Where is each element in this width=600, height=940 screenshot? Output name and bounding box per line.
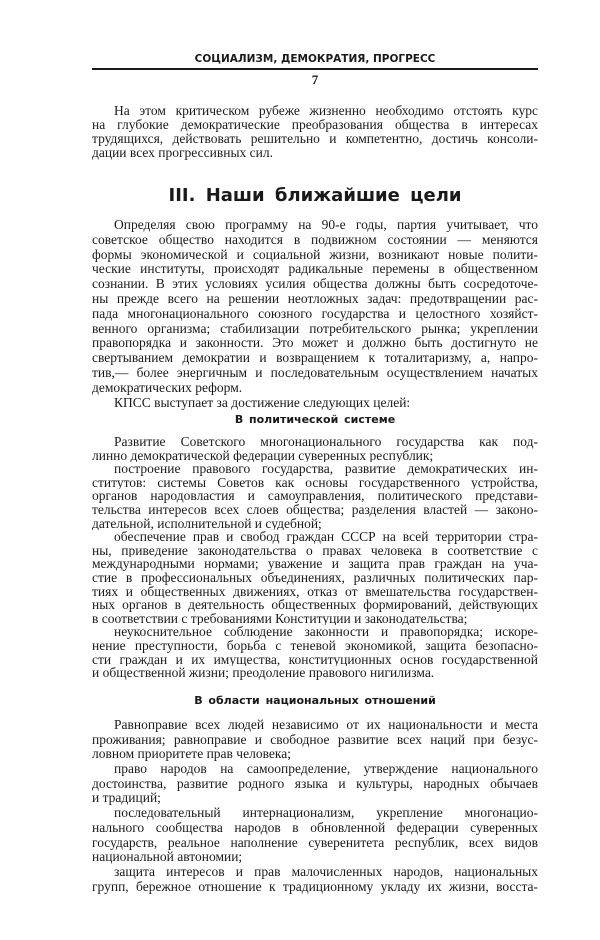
text-line: пада многонационального союзного государства и целостного хозяйст- bbox=[92, 306, 538, 321]
text-line: тив,— более энергичным и последовательным осуществлением начатых bbox=[92, 365, 538, 380]
section-heading-political: В политической системе bbox=[234, 413, 396, 426]
text-line: построение правового государства, развитие демократических ин- bbox=[114, 462, 538, 476]
text-line: национальной автономии; bbox=[92, 850, 243, 865]
text-line: дательной, исполнительной и судебной; bbox=[92, 516, 322, 531]
chapter-title: III. Наши ближайшие цели bbox=[168, 185, 462, 206]
text-line: стие в профессиональных объединениях, различных политических пар- bbox=[92, 570, 538, 585]
intro-text bbox=[92, 104, 538, 160]
text-line: сознании. В этих условиях усилия общества должны быть сосредоточе- bbox=[92, 277, 538, 292]
header-rule bbox=[92, 68, 538, 70]
paragraph bbox=[92, 435, 538, 462]
text-line: формы экономической и социальной жизни, возникают новые полити- bbox=[92, 247, 538, 262]
page-number: 7 bbox=[311, 72, 319, 87]
text-line: групп, бережное отношение к традиционному укладу их жизни, восста- bbox=[92, 879, 538, 894]
text-line: венного организма; стабилизации потребительского рынка; укреплении bbox=[92, 321, 538, 336]
paragraph bbox=[92, 806, 538, 865]
text-line: На этом критическом рубеже жизненно необходимо отстоять курс bbox=[114, 104, 538, 118]
text-line: в соответствии с требованиями Конституции и законодательства; bbox=[92, 611, 468, 626]
text-line: свертыванием демократии и возвращением к тоталитаризму, а, напро- bbox=[92, 351, 538, 366]
text-line: ных органов в деятельность общественных формирований, действующих bbox=[92, 598, 538, 612]
text-line: и традиций; bbox=[92, 791, 161, 806]
text-line: и общественной жизни; преодоление правового нигилизма. bbox=[92, 666, 435, 680]
text-line: неукоснительное соблюдение законности и правопорядка; искоре- bbox=[114, 625, 538, 639]
paragraph bbox=[92, 865, 538, 894]
text-line: Равноправие всех людей независимо от их национальности и места bbox=[114, 718, 538, 732]
text-line: линно демократической федерации суверенных республик; bbox=[92, 448, 434, 463]
paragraph bbox=[92, 718, 538, 762]
paragraph bbox=[92, 104, 538, 160]
text-line: нального сообщества народов в обновленной федерации суверенных bbox=[92, 820, 538, 835]
running-head: СОЦИАЛИЗМ, ДЕМОКРАТИЯ, ПРОГРЕСС bbox=[194, 53, 436, 65]
paragraph bbox=[92, 218, 538, 396]
text-line: тиях и общественных движениях, отказ от вмешательства государствен- bbox=[92, 584, 538, 599]
text-line: ны, приведение законодательства о правах человека в соответствие с bbox=[92, 543, 538, 558]
text-line: ловном приоритете прав человека; bbox=[92, 747, 291, 762]
text-line: советское общество находится в подвижном состоянии — меняются bbox=[92, 232, 538, 247]
text-line: ны прежде всего на решении неотложных задач: предотвращении рас- bbox=[92, 291, 538, 306]
text-line: проживания; равноправие и свободное развитие всех наций при безус- bbox=[92, 732, 538, 747]
text-line: защита интересов и прав малочисленных народов, национальных bbox=[114, 864, 538, 879]
text-line: обеспечение прав и свобод граждан СССР на всей территории стра- bbox=[114, 530, 538, 544]
text-line: дации всех прогрессивных сил. bbox=[92, 146, 273, 160]
text-line: тельства интересов всех слоев общества; разделения властей — законо- bbox=[92, 502, 538, 517]
text-line: право народов на самоопределение, утверждение национального bbox=[114, 762, 538, 777]
text-line: последовательный интернационализм, укрепление многонацио- bbox=[114, 806, 538, 821]
text-line: на глубокие демократические преобразования общества в интересах bbox=[92, 118, 538, 132]
text-line: КПСС выступает за достижение следующих целей: bbox=[114, 395, 411, 410]
text-line: Развитие Советского многонационального государства как под- bbox=[114, 435, 538, 449]
text-line: правопорядка и законности. Это может и должно быть достигнуто не bbox=[92, 336, 538, 351]
paragraph bbox=[92, 625, 538, 679]
text-line: ститутов: системы Советов как основы государственного устройства, bbox=[92, 475, 538, 490]
section-national-text bbox=[92, 718, 538, 894]
text-line: государств, реальное наполнение суверенитета республик, всех видов bbox=[92, 835, 538, 850]
paragraph bbox=[92, 530, 538, 625]
text-line: органов народовластия и самоуправления, политического представи- bbox=[92, 489, 538, 503]
section-heading-national: В области национальных отношений bbox=[194, 694, 436, 707]
text-line: демократических реформ. bbox=[92, 380, 243, 395]
paragraph bbox=[92, 462, 538, 530]
chapter-text bbox=[92, 218, 538, 410]
text-line: Определяя свою программу на 90-е годы, партия учитывает, что bbox=[114, 218, 538, 232]
text-line: международными нормами; уважение и защита прав граждан на уча- bbox=[92, 557, 538, 571]
text-line: нение преступности, борьба с теневой экономикой, защита безопасно- bbox=[92, 638, 538, 653]
paragraph bbox=[92, 396, 538, 411]
section-political-text bbox=[92, 435, 538, 680]
text-line: сти граждан и их имущества, конституционных основ государственной bbox=[92, 652, 538, 667]
text-line: ческие институты, происходят радикальные перемены в общественном bbox=[92, 262, 538, 277]
text-line: достоинства, развитие родного языка и культуры, народных обычаев bbox=[92, 776, 538, 791]
paragraph bbox=[92, 762, 538, 806]
text-line: трудящихся, действовать решительно и компетентно, достичь консоли- bbox=[92, 132, 538, 146]
